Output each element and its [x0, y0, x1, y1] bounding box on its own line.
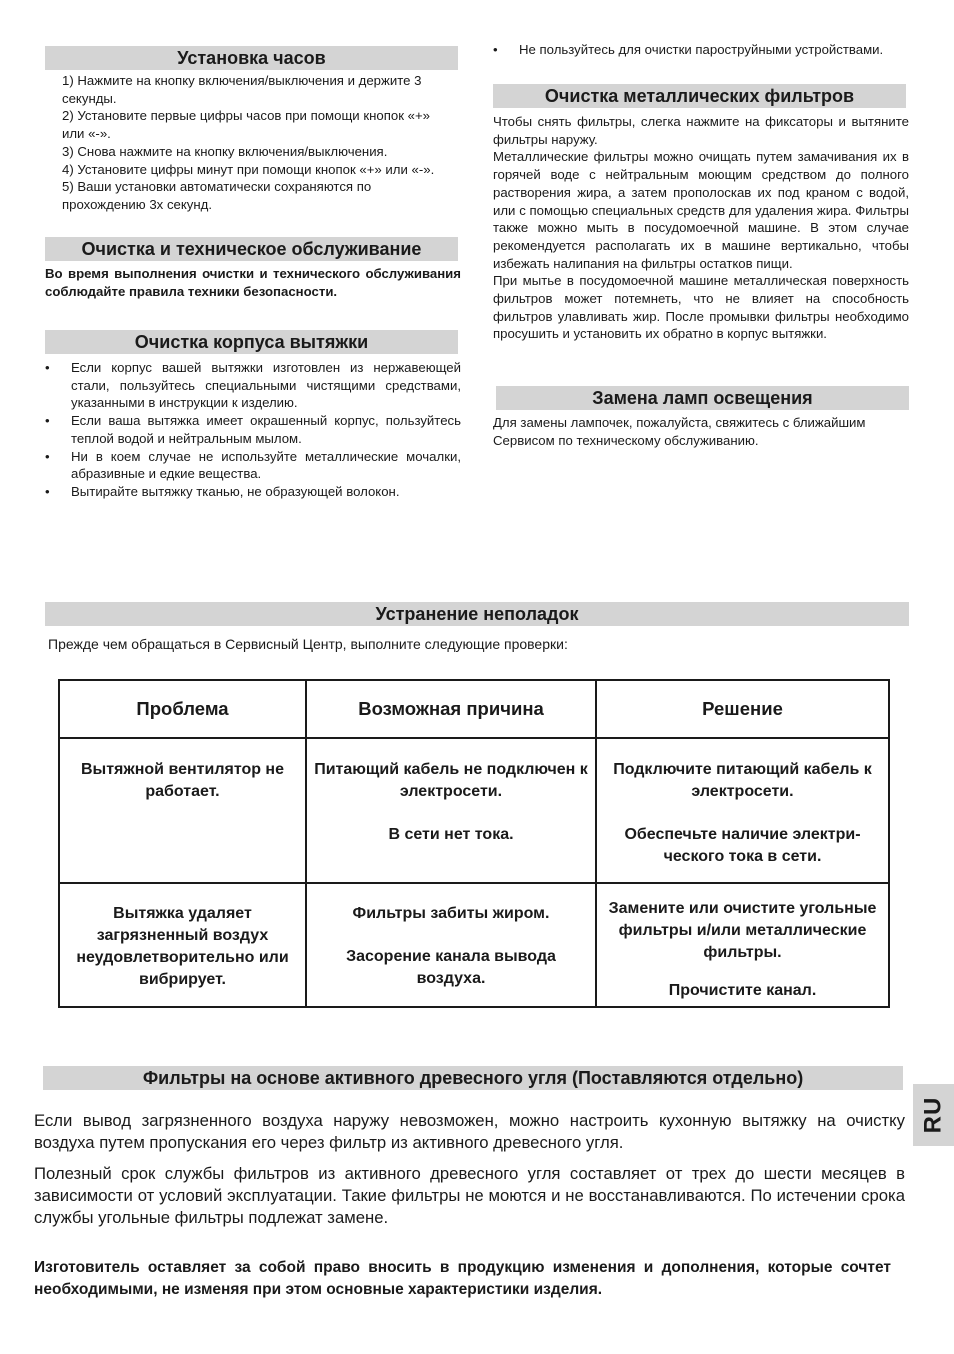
solution-text: Прочистите канал. [668, 982, 817, 999]
clock-step: 4) Установите цифры минут при помощи кнопок «+» или «-». [62, 161, 435, 177]
cause-cell [306, 883, 596, 1007]
solution-text: Замените или очистите угольные фильтры и/или металлические фильтры. [608, 900, 877, 961]
body-cleaning-section-title: Очистка корпуса вытяжки [45, 330, 458, 354]
metal-filters-paragraph: Металлические фильтры можно очищать путем замачивания их в горячей воде с нейтральным моющим средством до полного растворения жира, а затем прополоскав их под краном с водой, или с помощью специальных средств для удаления жира. Фильтры также можно мыть в посудомоечной машине. В этом случае рекомендуется располагать их в машине вертикально, чтобы избежать налипания на фильтры остатков пищи. [493, 149, 909, 271]
cause-text: Питающий кабель не подключен к электросети. [314, 761, 588, 800]
solution-text: Подключите питающий кабель к электросети. [613, 761, 872, 800]
solution-text: Обеспечьте наличие электри-ческого тока в сети. [624, 826, 861, 865]
body-cleaning-item: • Вытирайте вытяжку тканью, не образующей волокон. [45, 483, 461, 501]
lamps-text: Для замены лампочек, пожалуйста, свяжитесь с ближайшим Сервисом по техническому обслуживанию. [493, 415, 866, 448]
column-header-problem: Проблема [59, 680, 306, 738]
disclaimer: Изготовитель оставляет за собой право вносить в продукцию изменения и дополнения, которые сочтет необходимыми, не изменяя при этом основные характеристики изделия. [34, 1259, 891, 1298]
column-header-solution: Решение [596, 680, 889, 738]
language-tab [913, 1084, 954, 1146]
body-cleaning-item: • Если ваша вытяжка имеет окрашенный корпус, пользуйтесь теплой водой и нейтральным мылом. [45, 412, 461, 447]
body-cleaning-item: • Ни в коем случае не используйте металлические мочалки, абразивные и едкие вещества. [45, 448, 461, 483]
problem-text: Вытяжной вентилятор не работает. [81, 761, 284, 800]
metal-filters-section-title: Очистка металлических фильтров [493, 84, 906, 108]
metal-filters-paragraph: Чтобы снять фильтры, слегка нажмите на фиксаторы и вытяните фильтры наружу. [493, 114, 909, 147]
problem-cell [59, 883, 306, 1007]
clock-step: 3) Снова нажмите на кнопку включения/выключения. [62, 143, 388, 159]
charcoal-paragraph: Полезный срок службы фильтров из активного древесного угля составляет от трех до шести месяцев в зависимости от условий эксплуатации. Такие фильтры не моются и не восстанавливаются. По истечении срока службы угольные фильтры подлежат замене. [34, 1164, 905, 1227]
column-header-cause: Возможная причина [306, 680, 596, 738]
charcoal-paragraph: Если вывод загрязненного воздуха наружу невозможен, можно настроить кухонную вытяжку на очистку воздуха путем пропускания его через фильтр из активного древесного угля. [34, 1111, 905, 1152]
body-cleaning-item: • Если корпус вашей вытяжки изготовлен из нержавеющей стали, пользуйтесь специальными чистящими средствами, указанными в инструкции к изделию. [45, 359, 461, 412]
solution-cell [596, 738, 889, 883]
charcoal-section-title: Фильтры на основе активного древесного угля (Поставляются отдельно) [43, 1066, 903, 1090]
clock-step: 2) Установите первые цифры часов при помощи кнопок «+» или «-». [62, 108, 430, 142]
maintenance-section-title: Очистка и техническое обслуживание [45, 237, 458, 261]
problem-cell [59, 738, 306, 883]
steam-note-list [493, 41, 909, 59]
cause-text: В сети нет тока. [388, 826, 514, 843]
maintenance-warning: Во время выполнения очистки и технического обслуживания соблюдайте правила техники безопасности. [45, 266, 461, 299]
clock-section-title: Установка часов [45, 46, 458, 70]
solution-cell [596, 883, 889, 1007]
language-tab-label: RU [919, 1096, 947, 1134]
problem-text: Вытяжка удаляет загрязненный воздух неудовлетворительно или вибрирует. [76, 905, 289, 988]
table-row [59, 738, 889, 883]
clock-step: 5) Ваши установки автоматически сохраняются по прохождению 3х секунд. [62, 179, 372, 212]
cause-cell [306, 738, 596, 883]
clock-step: 1) Нажмите на кнопку включения/выключения и держите 3 секунды. [62, 73, 422, 106]
cause-text: Засорение канала вывода воздуха. [346, 948, 556, 987]
body-cleaning-list [45, 359, 461, 501]
troubleshooting-section-title: Устранение неполадок [45, 602, 909, 626]
troubleshooting-table [58, 679, 890, 1008]
clock-steps-list [62, 72, 442, 214]
table-header-row [59, 680, 889, 738]
table-row [59, 883, 889, 1007]
metal-filters-paragraph: При мытье в посудомоечной машине металлическая поверхность фильтров может потемнеть, что не влияет на способность фильтров улавливать жир. После промывки фильтры необходимо просушить и установить их обратно в корпус вытяжки. [493, 273, 909, 342]
steam-note: • Не пользуйтесь для очистки пароструйными устройствами. [493, 41, 909, 59]
cause-text: Фильтры забиты жиром. [352, 905, 550, 922]
troubleshooting-intro: Прежде чем обращаться в Сервисный Центр, выполните следующие проверки: [48, 636, 568, 652]
lamps-section-title: Замена ламп освещения [496, 386, 909, 410]
metal-filters-text [493, 113, 909, 343]
